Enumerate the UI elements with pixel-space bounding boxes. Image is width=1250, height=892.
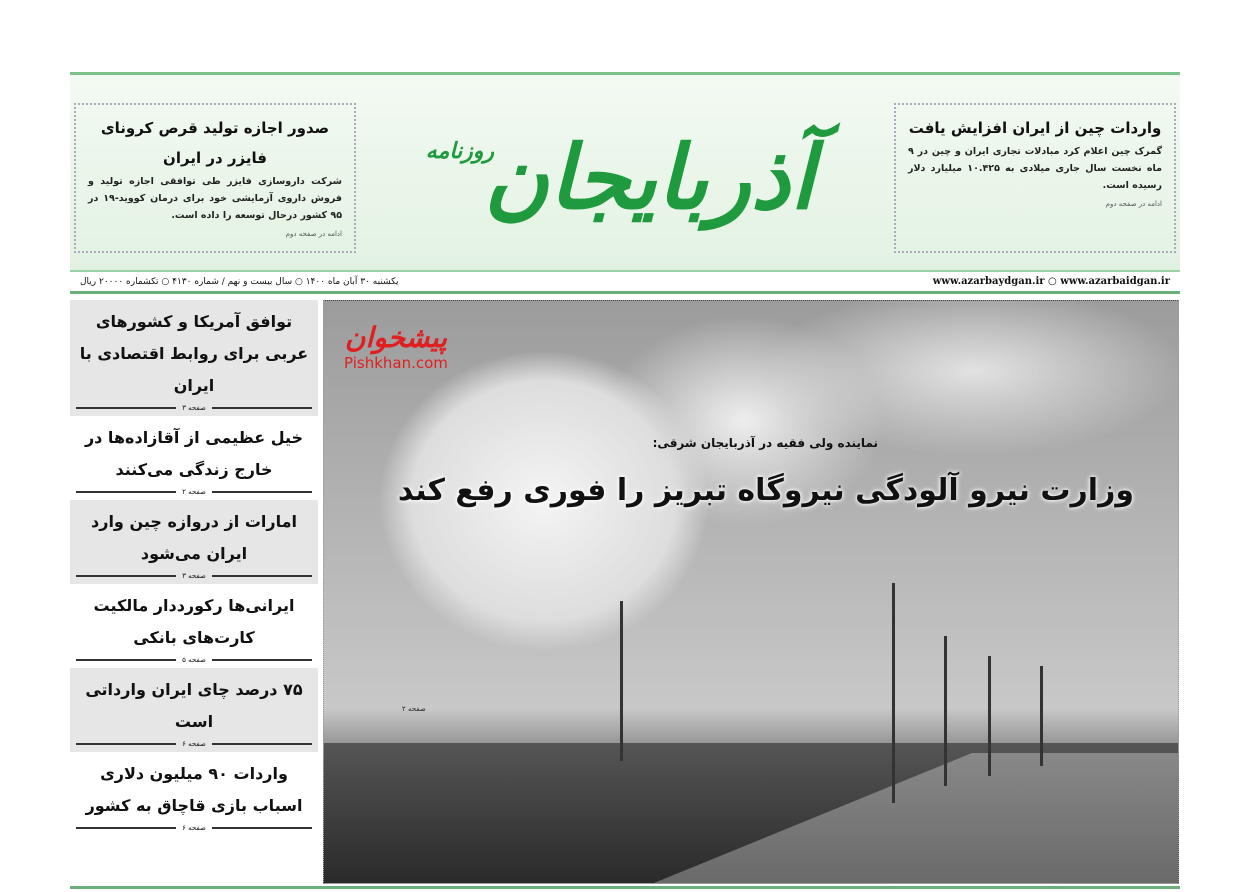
sidebar-item-title: خیل عظیمی از آقازاده‌ها در خارج زندگی می‌کنند — [84, 428, 304, 479]
right-teaser-title: واردات چین از ایران افزایش یافت — [908, 119, 1162, 137]
sidebar-item-title: واردات ۹۰ میلیون دلاری اسباب بازی قاچاق به کشور — [85, 764, 303, 815]
logo-sub: روزنامه — [425, 139, 495, 164]
left-teaser-body: شرکت داروسازی فایزر طی توافقی اجازه تولید و فروش داروی آزمایشی خود برای درمان کووید-۱۹ در ۹۵ کشور درحال توسعه را داده است. — [88, 176, 343, 221]
sidebar-headlines — [70, 300, 318, 836]
date-line: یکشنبه ۳۰ آبان ماه ۱۴۰۰ ○ سال بیست و نهم / شماره ۴۱۳۰ ○ تکشماره ۲۰۰۰۰ ریال — [80, 276, 399, 287]
masthead — [70, 72, 1180, 270]
main-page-ref: صفحه ۲ — [402, 705, 426, 713]
main-story-photo[interactable] — [323, 300, 1179, 884]
logo-main: آذربایجان — [484, 124, 815, 229]
left-teaser-box[interactable] — [74, 103, 356, 253]
street-pole — [988, 656, 991, 776]
page-ref: صفحه ۵ — [76, 656, 312, 664]
page-ref: صفحه ۳ — [76, 404, 312, 412]
main-headline[interactable]: وزارت نیرو آلودگی نیروگاه تبریز را فوری رفع کند — [397, 473, 1134, 508]
sidebar-item[interactable] — [70, 416, 318, 500]
street-pole — [1040, 666, 1043, 766]
right-teaser-body: گمرک چین اعلام کرد مبادلات تجاری ایران و چین در ۹ ماه نخست سال جاری میلادی به ۱۰.۴۲۵ میلیارد دلار رسیده است. — [908, 146, 1162, 191]
sidebar-item-title: ایرانی‌ها رکورددار مالکیت کارت‌های بانکی — [93, 596, 295, 647]
watermark-fa: پیشخوان — [344, 321, 447, 354]
street-pole — [620, 601, 623, 761]
sidebar-item-title: امارات از دروازه چین وارد ایران می‌شود — [91, 512, 297, 563]
left-teaser-more: ادامه در صفحه دوم — [285, 230, 342, 238]
sidebar-item-title: ۷۵ درصد چای ایران وارداتی است — [85, 680, 303, 731]
sidebar-item-title: توافق آمریکا و کشورهای عربی برای روابط اقتصادی با ایران — [79, 312, 309, 395]
page-ref: صفحه ۳ — [76, 572, 312, 580]
page-ref: صفحه ۶ — [76, 824, 312, 832]
sidebar-item[interactable] — [70, 300, 318, 416]
watermark-en: Pishkhan.com — [344, 354, 448, 372]
sidebar-item[interactable] — [70, 752, 318, 836]
page-ref: صفحه ۲ — [76, 488, 312, 496]
street-pole — [892, 583, 895, 803]
right-teaser-box[interactable] — [894, 103, 1176, 253]
sidebar-item[interactable] — [70, 500, 318, 584]
street-pole — [944, 636, 947, 786]
pishkhan-watermark — [344, 321, 448, 372]
sidebar-item[interactable] — [70, 668, 318, 752]
website-urls[interactable]: www.azarbaydgan.ir ○ www.azarbaidgan.ir — [932, 276, 1170, 287]
left-teaser-title: صدور اجازه تولید قرص کرونای فایزر در ایران — [100, 119, 330, 167]
right-teaser-more: ادامه در صفحه دوم — [1105, 200, 1162, 208]
page-ref: صفحه ۶ — [76, 740, 312, 748]
info-bar — [70, 270, 1180, 294]
sidebar-item[interactable] — [70, 584, 318, 668]
main-kicker: نماینده ولی فقیه در آذربایجان شرقی: — [652, 436, 878, 450]
newspaper-logo — [410, 79, 830, 274]
bottom-divider — [70, 886, 1180, 889]
